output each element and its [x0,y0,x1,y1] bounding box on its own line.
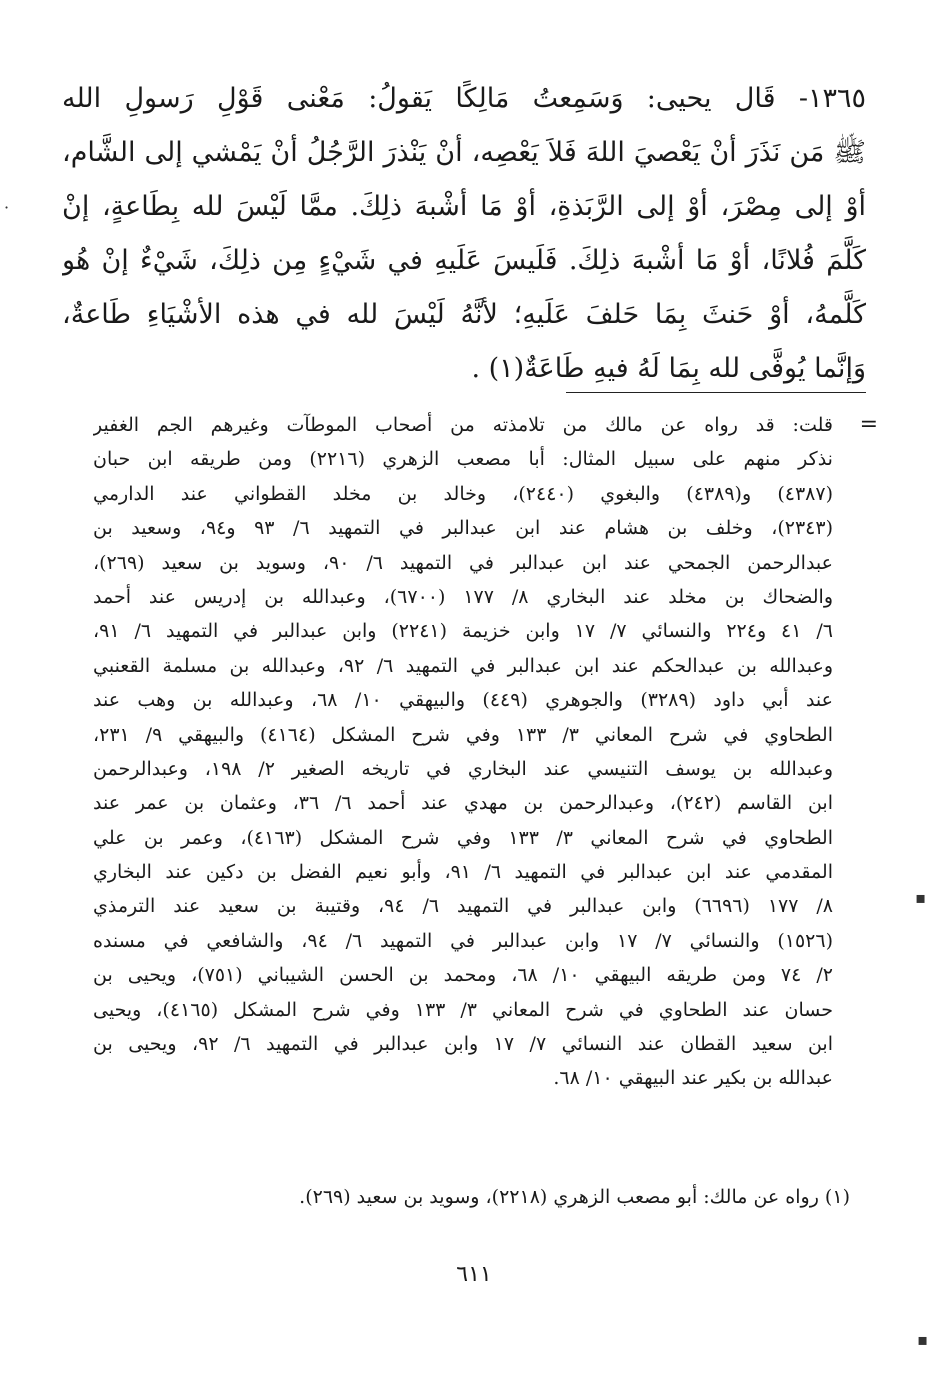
note-line: الطحاوي في شرح المعاني ٣/ ١٣٣ وفي شرح المشكل (٤١٦٤) والبيهقي ٩/ ٢٣١، [93,723,833,746]
note-line: ٢/ ٧٤ ومن طريقه البيهقي ١٠/ ٦٨، ومحمد بن الحسن الشيباني (٧٥١)، ويحيى بن [93,964,833,987]
note-line: عبدالرحمن الجمحي عند ابن عبدالبر في التمهيد ٦/ ٩٠، وسويد بن سعيد (٢٦٩)، [93,551,833,574]
footnote: (١) رواه عن مالك: أبو مصعب الزهري (٢٢١٨)، وسويد بن سعيد (٢٦٩). [299,1186,850,1208]
main-text-line: ﷺ مَن نَذَرَ أنْ يَعْصيَ اللهَ فَلاَ يَعْصِه، أنْ يَنْذرَ الرَّجُلُ أنْ يَمْشي إلى الشَّام، [62,137,866,168]
main-text-line: ١٣٦٥- قَال يحيى: وَسَمِعتُ مَالِكًا يَقولُ: مَعْنى قَوْلِ رَسولِ الله [62,83,866,114]
note-line: ٦/ ٤١ و٢٢٤ والنسائي ٧/ ١٧ وابن خزيمة (٢٢٤١) وابن عبدالبر في التمهيد ٦/ ٩١، [93,620,833,643]
scan-edge-mark: ▪ [915,888,926,907]
note-line: عند أبي داود (٣٢٨٩) والجوهري (٤٤٩) والبيهقي ١٠/ ٦٨، وعبدالله بن وهب عند [93,689,833,712]
main-text-line: كَلَّمهُ، أوْ حَنثَ بِمَا حَلفَ عَلَيهِ؛ لأنَّهُ لَيْسَ لله في هذه الأشْيَاءِ طَاعةٌ، [62,299,866,330]
note-line: (٤٣٨٧) و(٤٣٨٩) والبغوي (٢٤٤٠)، وخالد بن مخلد القطواني عند الدارمي [93,482,833,505]
note-line: ابن القاسم (٢٤٢)، وعبدالرحمن بن مهدي عند أحمد ٦/ ٣٦، وعثمان بن عمر عند [93,792,833,815]
note-line: الطحاوي في شرح المعاني ٣/ ١٣٣ وفي شرح المشكل (٤١٦٣)، وعمر بن علي [93,826,833,849]
main-text [62,72,866,396]
note-line: (١٥٢٦) والنسائي ٧/ ١٧ وابن عبدالبر في التمهيد ٦/ ٩٤، والشافعي في مسنده [93,929,833,952]
commentary-notes [93,408,833,1096]
continuation-mark: = [859,412,878,437]
main-text-line: وَإنَّما يُوفَّى لله بِمَا لَهُ فيهِ طَاعَةٌ(١) . [471,353,866,384]
note-line: قلت: قد رواه عن مالك من تلامذته من أصحاب الموطآت وغيرهم الجم الغفير [93,414,833,436]
note-line: ٨/ ١٧٧ (٦٦٩٦) وابن عبدالبر في التمهيد ٦/ ٩٤، وقتيبة بن سعيد عند الترمذي [93,895,833,918]
note-line: (٢٣٤٣)، وخلف بن هشام عند ابن عبدالبر في التمهيد ٦/ ٩٣ و٩٤، وسعيد بن [93,517,833,540]
note-line: ابن سعيد القطان عند النسائي ٧/ ١٧ وابن عبدالبر في التمهيد ٦/ ٩٢، ويحيى بن [93,1033,833,1056]
scan-edge-mark: · [4,198,10,217]
note-line: وعبدالله بن عبدالحكم عند ابن عبدالبر في التمهيد ٦/ ٩٢، وعبدالله بن مسلمة القعنبي [93,654,833,677]
main-text-line: أوْ إلى مِصْرَ، أوْ إلى الرَّبَذةِ، أوْ مَا أشْبهَ ذلِكَ. ممَّا لَيْسَ لله بِطَاعةٍ، إنْ [62,191,866,222]
note-line: المقدمي عند ابن عبدالبر في التمهيد ٦/ ٩١، وأبو نعيم الفضل بن دكين عند البخاري [93,861,833,884]
footnote-separator [566,392,866,393]
note-line: حسان عند الطحاوي في شرح المعاني ٣/ ١٣٣ وفي شرح المشكل (٤١٦٥)، ويحيى [93,998,833,1021]
note-line: والضحاك بن مخلد عند البخاري ٨/ ١٧٧ (٦٧٠٠)، وعبدالله بن إدريس عند أحمد [93,585,833,608]
main-text-line: كَلَّمَ فُلانًا، أوْ مَا أشْبهَ ذلِكَ. فَلَيسَ عَلَيهِ في شَيْءٍ مِن ذلِكَ، شَيْءٌ إنْ هُو [62,245,866,276]
note-line: نذكر منهم على سبيل المثال: أبا مصعب الزهري (٢٢١٦) ومن طريقه ابن حبان [93,448,833,471]
note-line: عبدالله بن بكير عند البيهقي ١٠/ ٦٨. [553,1067,833,1090]
scan-edge-mark: ▪ [917,1330,928,1349]
note-line: وعبدالله بن يوسف التنيسي عند البخاري في تاريخه الصغير ٢/ ١٩٨، وعبدالرحمن [93,757,833,780]
page-number: ٦١١ [456,1262,492,1287]
